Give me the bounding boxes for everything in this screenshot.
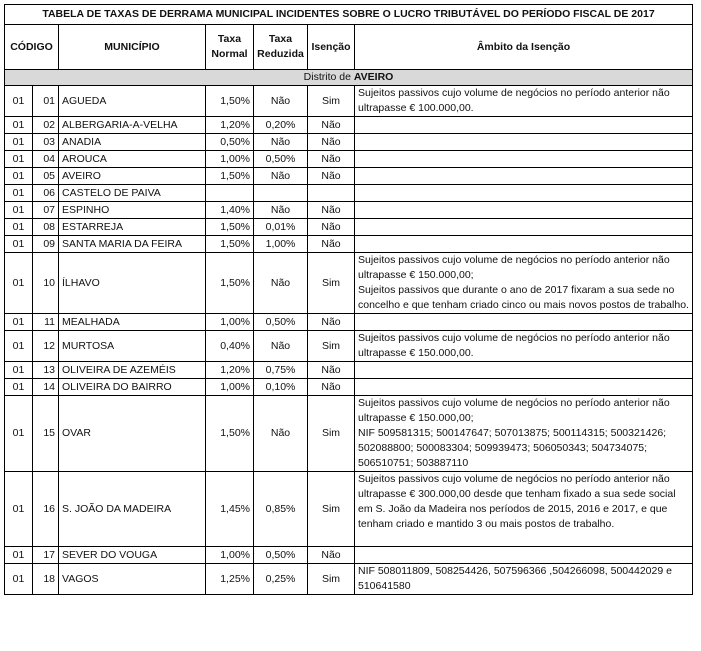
isencao-cell: Não xyxy=(308,236,355,253)
taxa-normal-cell: 1,00% xyxy=(206,151,254,168)
municipality-name-cell: MEALHADA xyxy=(59,314,206,331)
municipality-name-cell: AVEIRO xyxy=(59,168,206,185)
isencao-cell: Não xyxy=(308,168,355,185)
ambito-paragraph: Sujeitos passivos cujo volume de negócios no período anterior não ultrapasse € 150.000,00. xyxy=(358,332,670,359)
district-code-cell: 01 xyxy=(5,236,33,253)
ambito-cell xyxy=(355,117,693,134)
ambito-cell xyxy=(355,547,693,564)
taxa-reduzida-cell: Não xyxy=(254,86,308,117)
municipality-name-cell: OLIVEIRA DO BAIRRO xyxy=(59,379,206,396)
header-codigo: CÓDIGO xyxy=(5,25,59,70)
taxa-normal-cell: 1,25% xyxy=(206,564,254,595)
district-code-cell: 01 xyxy=(5,547,33,564)
district-name: AVEIRO xyxy=(353,71,394,83)
ambito-cell xyxy=(355,151,693,168)
taxa-normal-cell: 1,00% xyxy=(206,314,254,331)
taxa-normal-cell: 1,00% xyxy=(206,547,254,564)
district-code-cell: 01 xyxy=(5,219,33,236)
table-row xyxy=(5,253,693,314)
taxa-normal-cell xyxy=(206,185,254,202)
district-code-cell: 01 xyxy=(5,362,33,379)
district-code-cell: 01 xyxy=(5,86,33,117)
table-row xyxy=(5,236,693,253)
isencao-cell: Não xyxy=(308,362,355,379)
municipality-name-cell: SEVER DO VOUGA xyxy=(59,547,206,564)
taxa-normal-cell: 1,50% xyxy=(206,396,254,472)
municipality-code-cell: 14 xyxy=(33,379,59,396)
taxa-reduzida-cell: Não xyxy=(254,202,308,219)
isencao-cell: Não xyxy=(308,547,355,564)
isencao-cell: Não xyxy=(308,314,355,331)
isencao-cell: Não xyxy=(308,202,355,219)
taxa-reduzida-cell: 0,75% xyxy=(254,362,308,379)
ambito-cell xyxy=(355,253,693,314)
table-row xyxy=(5,202,693,219)
taxa-normal-cell: 1,40% xyxy=(206,202,254,219)
taxa-reduzida-cell: 0,10% xyxy=(254,379,308,396)
municipality-code-cell: 13 xyxy=(33,362,59,379)
municipality-code-cell: 08 xyxy=(33,219,59,236)
taxa-reduzida-cell: Não xyxy=(254,168,308,185)
taxa-reduzida-cell: Não xyxy=(254,331,308,362)
municipality-name-cell: S. JOÃO DA MADEIRA xyxy=(59,472,206,547)
municipality-code-cell: 12 xyxy=(33,331,59,362)
municipality-code-cell: 10 xyxy=(33,253,59,314)
taxa-reduzida-cell: 0,85% xyxy=(254,472,308,547)
table-row xyxy=(5,564,693,595)
table-row xyxy=(5,314,693,331)
header-ambito: Âmbito da Isenção xyxy=(355,25,693,70)
municipality-code-cell: 04 xyxy=(33,151,59,168)
municipality-code-cell: 01 xyxy=(33,86,59,117)
district-code-cell: 01 xyxy=(5,253,33,314)
taxa-normal-cell: 0,50% xyxy=(206,134,254,151)
ambito-cell xyxy=(355,185,693,202)
municipality-name-cell: ESPINHO xyxy=(59,202,206,219)
isencao-cell: Não xyxy=(308,117,355,134)
table-row xyxy=(5,134,693,151)
municipality-name-cell: AGUEDA xyxy=(59,86,206,117)
municipality-code-cell: 11 xyxy=(33,314,59,331)
municipality-name-cell: MURTOSA xyxy=(59,331,206,362)
ambito-cell xyxy=(355,168,693,185)
district-code-cell: 01 xyxy=(5,202,33,219)
ambito-cell xyxy=(355,219,693,236)
district-code-cell: 01 xyxy=(5,168,33,185)
taxa-normal-cell: 1,50% xyxy=(206,219,254,236)
ambito-cell xyxy=(355,564,693,595)
table-row xyxy=(5,151,693,168)
district-code-cell: 01 xyxy=(5,472,33,547)
table-title: TABELA DE TAXAS DE DERRAMA MUNICIPAL INCIDENTES SOBRE O LUCRO TRIBUTÁVEL DO PERÍODO FISCAL DE 2017 xyxy=(5,5,693,25)
ambito-cell xyxy=(355,314,693,331)
municipality-name-cell: CASTELO DE PAIVA xyxy=(59,185,206,202)
district-code-cell: 01 xyxy=(5,396,33,472)
district-code-cell: 01 xyxy=(5,117,33,134)
municipality-name-cell: VAGOS xyxy=(59,564,206,595)
municipality-name-cell: SANTA MARIA DA FEIRA xyxy=(59,236,206,253)
municipality-code-cell: 15 xyxy=(33,396,59,472)
ambito-paragraph: NIF 509581315; 500147647; 507013875; 500114315; 500321426; 502088800; 500083304; 509939473; 506050343; 504734075; 506510751; 503887110 xyxy=(358,427,667,469)
taxa-normal-cell: 1,20% xyxy=(206,362,254,379)
district-row xyxy=(5,70,693,86)
district-code-cell: 01 xyxy=(5,314,33,331)
isencao-cell: Sim xyxy=(308,331,355,362)
ambito-paragraph: NIF 508011809, 508254426, 507596366 ,504266098, 500442029 e 510641580 xyxy=(358,565,672,592)
derrama-table xyxy=(4,4,693,595)
table-row xyxy=(5,185,693,202)
municipality-name-cell: ANADIA xyxy=(59,134,206,151)
ambito-cell xyxy=(355,236,693,253)
isencao-cell: Não xyxy=(308,151,355,168)
header-taxa-normal xyxy=(206,25,254,70)
municipality-name-cell: ESTARREJA xyxy=(59,219,206,236)
ambito-paragraph: Sujeitos passivos cujo volume de negócios no período anterior não ultrapasse € 150.000,00; xyxy=(358,397,670,424)
municipality-code-cell: 16 xyxy=(33,472,59,547)
table-row xyxy=(5,362,693,379)
district-code-cell: 01 xyxy=(5,134,33,151)
ambito-paragraph: Sujeitos passivos cujo volume de negócios no período anterior não ultrapasse € 100.000,00. xyxy=(358,87,670,114)
ambito-cell xyxy=(355,396,693,472)
district-code-cell: 01 xyxy=(5,331,33,362)
municipality-code-cell: 07 xyxy=(33,202,59,219)
isencao-cell xyxy=(308,185,355,202)
municipality-code-cell: 03 xyxy=(33,134,59,151)
ambito-cell xyxy=(355,472,693,547)
taxa-normal-cell: 1,45% xyxy=(206,472,254,547)
ambito-cell xyxy=(355,362,693,379)
district-code-cell: 01 xyxy=(5,379,33,396)
header-isencao: Isenção xyxy=(308,25,355,70)
taxa-normal-cell: 1,20% xyxy=(206,117,254,134)
table-row xyxy=(5,547,693,564)
municipality-code-cell: 05 xyxy=(33,168,59,185)
taxa-normal-cell: 1,00% xyxy=(206,379,254,396)
municipality-name-cell: OVAR xyxy=(59,396,206,472)
taxa-normal-cell: 1,50% xyxy=(206,253,254,314)
municipality-code-cell: 02 xyxy=(33,117,59,134)
ambito-cell xyxy=(355,379,693,396)
taxa-normal-cell: 1,50% xyxy=(206,168,254,185)
district-code-cell: 01 xyxy=(5,564,33,595)
taxa-normal-cell: 0,40% xyxy=(206,331,254,362)
header-taxa-normal-line1: Taxa xyxy=(217,33,242,45)
isencao-cell: Sim xyxy=(308,253,355,314)
district-label xyxy=(5,70,693,86)
table-row xyxy=(5,117,693,134)
table-row xyxy=(5,396,693,472)
isencao-cell: Não xyxy=(308,379,355,396)
taxa-reduzida-cell: 1,00% xyxy=(254,236,308,253)
taxa-reduzida-cell: 0,01% xyxy=(254,219,308,236)
municipality-name-cell: AROUCA xyxy=(59,151,206,168)
municipality-code-cell: 09 xyxy=(33,236,59,253)
isencao-cell: Sim xyxy=(308,86,355,117)
ambito-paragraph: Sujeitos passivos cujo volume de negócios no período anterior não ultrapasse € 150.000,00; xyxy=(358,254,670,281)
title-row xyxy=(5,5,693,25)
ambito-cell xyxy=(355,134,693,151)
ambito-cell xyxy=(355,202,693,219)
isencao-cell: Sim xyxy=(308,564,355,595)
header-taxa-reduzida-line2: Reduzida xyxy=(257,48,304,60)
taxa-reduzida-cell: 0,50% xyxy=(254,547,308,564)
ambito-cell xyxy=(355,86,693,117)
taxa-reduzida-cell: 0,50% xyxy=(254,314,308,331)
header-row xyxy=(5,25,693,70)
table-row xyxy=(5,86,693,117)
municipality-code-cell: 17 xyxy=(33,547,59,564)
header-municipio: MUNICÍPIO xyxy=(59,25,206,70)
table-row xyxy=(5,379,693,396)
taxa-normal-cell: 1,50% xyxy=(206,236,254,253)
taxa-reduzida-cell: Não xyxy=(254,253,308,314)
taxa-normal-cell: 1,50% xyxy=(206,86,254,117)
table-row xyxy=(5,219,693,236)
isencao-cell: Não xyxy=(308,219,355,236)
table-row xyxy=(5,331,693,362)
district-code-cell: 01 xyxy=(5,151,33,168)
taxa-reduzida-cell: Não xyxy=(254,134,308,151)
ambito-paragraph: Sujeitos passivos cujo volume de negócios no período anterior não ultrapasse € 300.000,00 desde que tenham fixado a sua sede social em S. João da Madeira nos períodos de 2015, 2016 e 2017, e que tenham criado e mantido 3 ou mais postos de trabalho. xyxy=(358,473,676,530)
taxa-reduzida-cell: 0,50% xyxy=(254,151,308,168)
taxa-reduzida-cell: Não xyxy=(254,396,308,472)
taxa-reduzida-cell xyxy=(254,185,308,202)
taxa-reduzida-cell: 0,20% xyxy=(254,117,308,134)
header-taxa-reduzida xyxy=(254,25,308,70)
municipality-code-cell: 06 xyxy=(33,185,59,202)
ambito-cell xyxy=(355,331,693,362)
municipality-name-cell: OLIVEIRA DE AZEMÉIS xyxy=(59,362,206,379)
isencao-cell: Sim xyxy=(308,396,355,472)
municipality-code-cell: 18 xyxy=(33,564,59,595)
municipality-name-cell: ALBERGARIA-A-VELHA xyxy=(59,117,206,134)
district-code-cell: 01 xyxy=(5,185,33,202)
header-taxa-normal-line2: Normal xyxy=(211,48,248,60)
district-prefix: Distrito de xyxy=(303,71,354,83)
ambito-paragraph: Sujeitos passivos que durante o ano de 2017 fixaram a sua sede no concelho e que tenham criado cinco ou mais novos postos de trabalho. xyxy=(358,284,689,311)
taxa-reduzida-cell: 0,25% xyxy=(254,564,308,595)
municipality-name-cell: ÍLHAVO xyxy=(59,253,206,314)
isencao-cell: Sim xyxy=(308,472,355,547)
isencao-cell: Não xyxy=(308,134,355,151)
header-taxa-reduzida-line1: Taxa xyxy=(268,33,293,45)
table-row xyxy=(5,168,693,185)
table-row xyxy=(5,472,693,547)
